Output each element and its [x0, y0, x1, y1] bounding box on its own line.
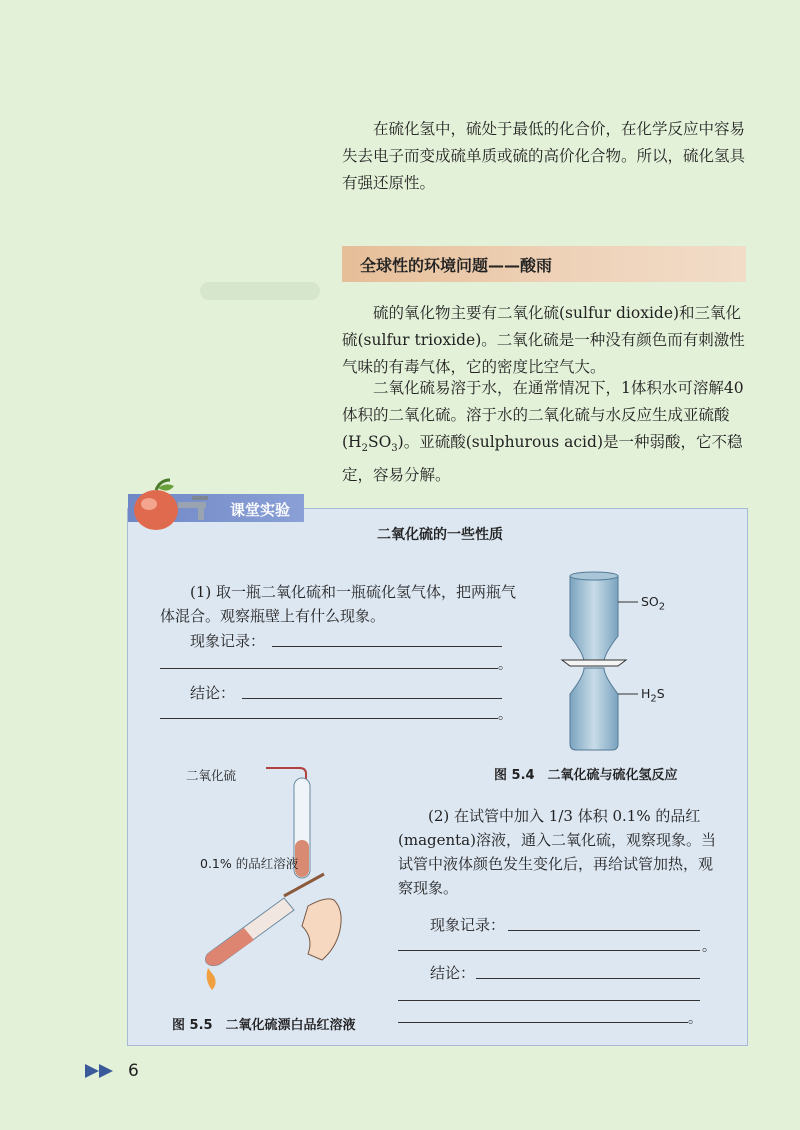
section-heading-text: 全球性的环境问题——酸雨	[360, 256, 553, 275]
record-line-2a	[508, 930, 700, 931]
page-number: 6	[128, 1061, 139, 1081]
experiment-banner-text: 课堂实验	[230, 501, 291, 519]
label-h2s: $H_2S$	[641, 686, 665, 705]
figure-5-4-caption: 图 5.4 二氧化硫与硫化氢反应	[494, 768, 678, 783]
period-2: 。	[498, 707, 512, 723]
record-label-1: 现象记录：	[190, 632, 266, 650]
conclusion-line-2a	[476, 978, 700, 979]
acid-paragraph-1: 硫的氧化物主要有二氧化硫(sulfur dioxide)和三氧化硫(sulfur trioxide)。二氧化硫是一种没有颜色而有刺激性气味的有毒气体，它的密度比空气大。	[342, 304, 745, 376]
period-3: 。	[702, 939, 716, 955]
conclusion-label-1: 结论：	[190, 684, 236, 702]
intro-paragraph: 在硫化氢中，硫处于最低的化合价，在化学反应中容易失去电子而变成硫单质或硫的高价化合物。所以，硫化氢具有强还原性。	[342, 120, 746, 192]
step-1-text: (1) 取一瓶二氧化硫和一瓶硫化氢气体，把两瓶气体混合。观察瓶壁上有什么现象。	[160, 583, 517, 625]
conclusion-line-1a	[242, 698, 502, 699]
acid-paragraph-2: 二氧化硫易溶于水，在通常情况下，1体积水可溶解40体积的二氧化硫。溶于水的二氧化硫与水反应生成亚硫酸$(H_2SO_3)$。亚硫酸(sulphurous acid)是一种弱酸，它不稳定，容易分解。	[342, 379, 744, 485]
test-tube-illustration	[196, 756, 356, 996]
record-label-2: 现象记录：	[430, 916, 506, 934]
period-1: 。	[498, 657, 512, 673]
conclusion-label-2: 结论：	[430, 964, 476, 982]
conclusion-line-2b	[398, 1000, 700, 1001]
figure-5-5-caption: 图 5.5 二氧化硫漂白品红溶液	[172, 1018, 356, 1033]
conclusion-line-1b	[160, 718, 498, 719]
label-so2: $SO_2$	[641, 594, 666, 613]
record-line-2b	[398, 950, 700, 951]
label-magenta-solution: 0.1% 的品红溶液	[200, 856, 299, 871]
record-line-1b	[160, 668, 498, 669]
page-arrows-icon	[85, 1064, 125, 1078]
label-so2-gas: 二氧化硫	[186, 768, 237, 783]
experiment-title: 二氧化硫的一些性质	[377, 527, 503, 543]
conclusion-line-2c	[398, 1022, 688, 1023]
step-2-text: (2) 在试管中加入 1/3 体积 0.1% 的品红(magenta)溶液，通入二氧化硫，观察现象。当试管中液体颜色发生变化后，再给试管加热，观察现象。	[398, 807, 716, 897]
apple-faucet-icon	[128, 476, 212, 532]
period-4: 。	[688, 1011, 702, 1027]
show-through-mark	[200, 282, 320, 300]
section-heading	[342, 246, 746, 282]
record-line-1a	[272, 646, 502, 647]
